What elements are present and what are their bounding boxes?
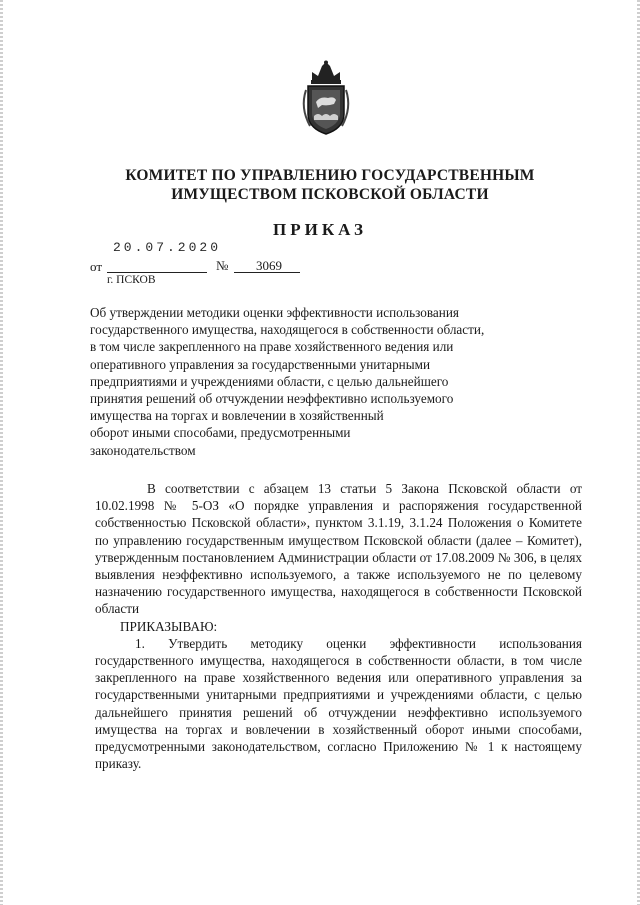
number-underline <box>234 272 300 273</box>
subject-line: оборот иными способами, предусмотренными <box>90 425 351 441</box>
subject-line: в том числе закрепленного на праве хозяйственного ведения или <box>90 339 454 355</box>
subject-line: имущества на торгах и вовлечении в хозяйственный <box>90 408 384 424</box>
date-prefix: от <box>90 259 103 274</box>
subject-line: законодательством <box>90 442 196 458</box>
order-subject <box>90 304 520 459</box>
preamble-paragraph: В соответствии с абзацем 13 статьи 5 Закона Псковской области от 10.02.1998 № 5-ОЗ «О порядке управления и распоряжения государственной собственностью Псковской области», пунктом 3.1.19, 3.1.24 Положения о Комитете по управлению государственным имуществом Псковской области (далее – Комитет), утвержденным постановлением Администрации области от 17.08.2009 № 306, в целях выявления неэффективно используемого, а также используемого не по целевому назначению государственного имущества, находящегося в собственности Псковской области <box>95 481 582 617</box>
subject-line: предприятиями и учреждениями области, с целью дальнейшего <box>90 373 449 389</box>
order-item-1 <box>95 635 582 773</box>
pskov-coat-of-arms-icon <box>298 60 354 136</box>
number-label: № <box>216 258 229 273</box>
order-number: 3069 <box>256 258 282 273</box>
order-item-text: 1. Утвердить методику оценки эффективности использования государственного имущества, находящегося в собственности области, в том числе закрепленного на праве хозяйственного ведения или оперативного управления за государственными унитарными предприятиями и учреждениями области, с целью дальнейшего принятия решений об отчуждении неэффективно используемого имущества на торгах и вовлечении в хозяйственный оборот иными способами, предусмотренными законодательством, согласно Приложению № 1 к настоящему приказу. <box>95 635 582 772</box>
document-type: ПРИКАЗ <box>273 220 367 239</box>
subject-line: Об утверждении методики оценки эффективности использования <box>90 305 459 320</box>
org-title-line1: КОМИТЕТ ПО УПРАВЛЕНИЮ ГОСУДАРСТВЕННЫМ <box>125 167 535 184</box>
order-word: ПРИКАЗЫВАЮ: <box>120 618 218 634</box>
order-date: 20.07.2020 <box>113 240 222 255</box>
org-title-line2: ИМУЩЕСТВОМ ПСКОВСКОЙ ОБЛАСТИ <box>171 186 489 203</box>
organization-title <box>80 166 580 204</box>
subject-line: принятия решений об отчуждении неэффективно используемого <box>90 391 454 407</box>
subject-line: государственного имущества, находящегося в собственности области, <box>90 322 485 338</box>
date-underline <box>107 272 207 273</box>
subject-line: оперативного управления за государственными унитарными <box>90 356 430 372</box>
order-body <box>95 480 582 772</box>
scan-edge-left <box>0 0 3 905</box>
city: г. ПСКОВ <box>107 274 156 286</box>
